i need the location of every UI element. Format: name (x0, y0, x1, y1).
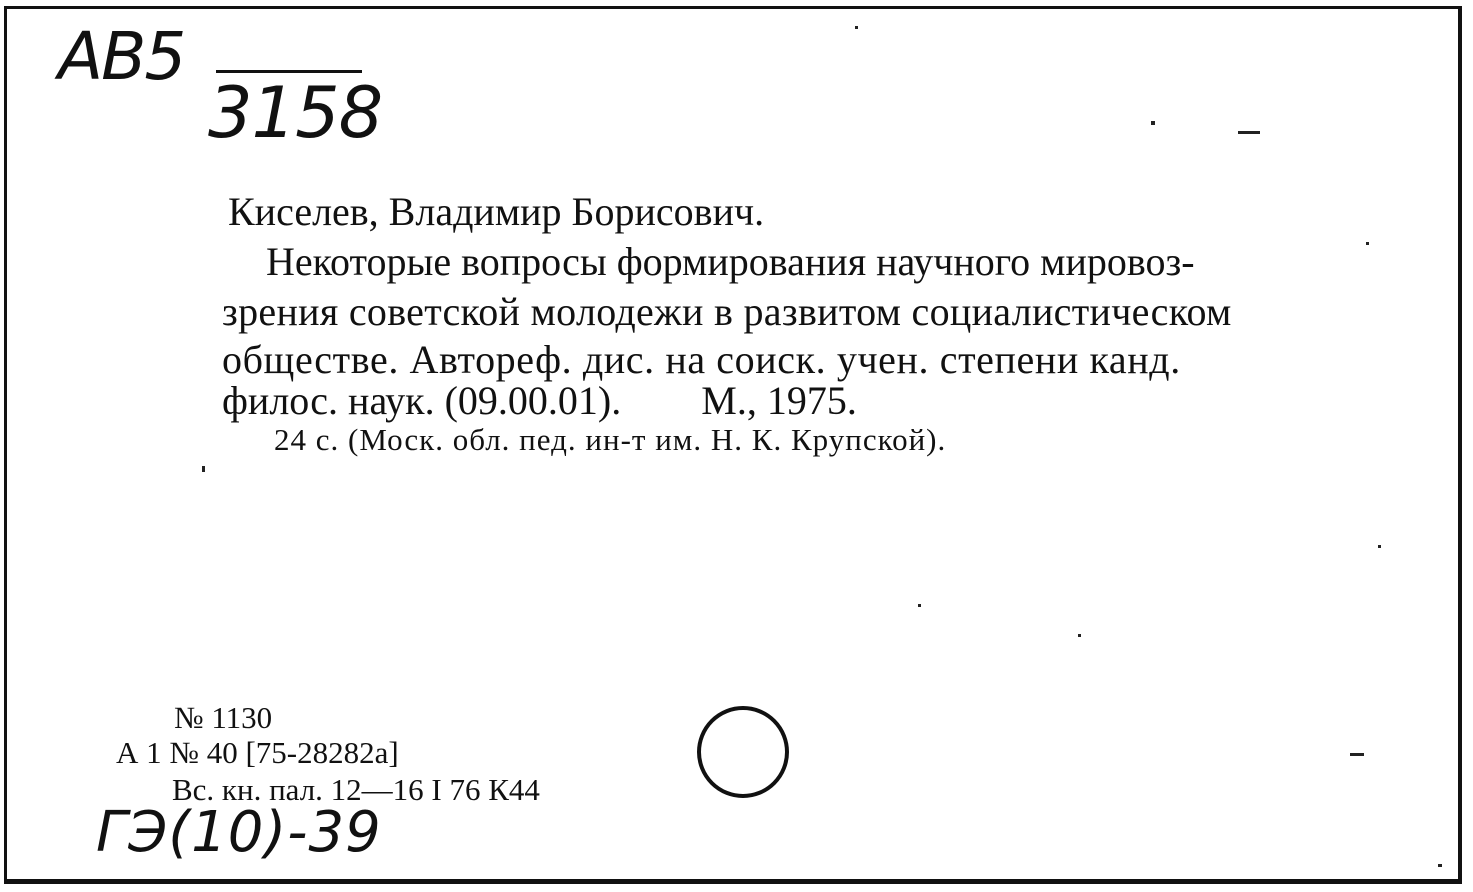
handwritten-shelf-number: 3158 (208, 72, 383, 154)
scan-speck (918, 604, 921, 607)
scan-speck (855, 26, 858, 29)
degree-field-code: филос. наук. (09.00.01). (222, 378, 622, 423)
scan-speck (1078, 634, 1081, 637)
handwritten-shelf-prefix: АВ5 (58, 18, 185, 95)
title-line-2: зрения советской молодежи в развитом социалистическом (222, 289, 1232, 334)
scan-speck (1378, 545, 1381, 548)
accession-number: А 1 № 40 [75-28282а] (116, 735, 399, 770)
title-line-4 (222, 377, 857, 424)
scan-speck (1438, 864, 1442, 867)
circle-stamp (697, 706, 789, 798)
scan-speck (1151, 121, 1155, 125)
scan-speck (202, 466, 205, 472)
record-number: № 1130 (174, 700, 273, 735)
printing-info: Вс. кн. пал. 12—16 I 76 К44 (172, 772, 540, 807)
title-line-3: обществе. Автореф. дис. на соиск. учен. степени канд. (222, 337, 1181, 382)
pages-publisher: 24 с. (Моск. обл. пед. ин-т им. Н. К. Крупской). (274, 422, 947, 457)
handwritten-classification: ГЭ(10)-39 (96, 800, 382, 865)
title-line-1: Некоторые вопросы формирования научного мировоз- (266, 239, 1195, 284)
scan-speck (1238, 131, 1260, 134)
place-year: М., 1975. (701, 378, 857, 423)
scan-speck (1350, 753, 1364, 756)
scan-speck (1366, 242, 1369, 245)
author-heading: Киселев, Владимир Борисович. (228, 189, 765, 234)
